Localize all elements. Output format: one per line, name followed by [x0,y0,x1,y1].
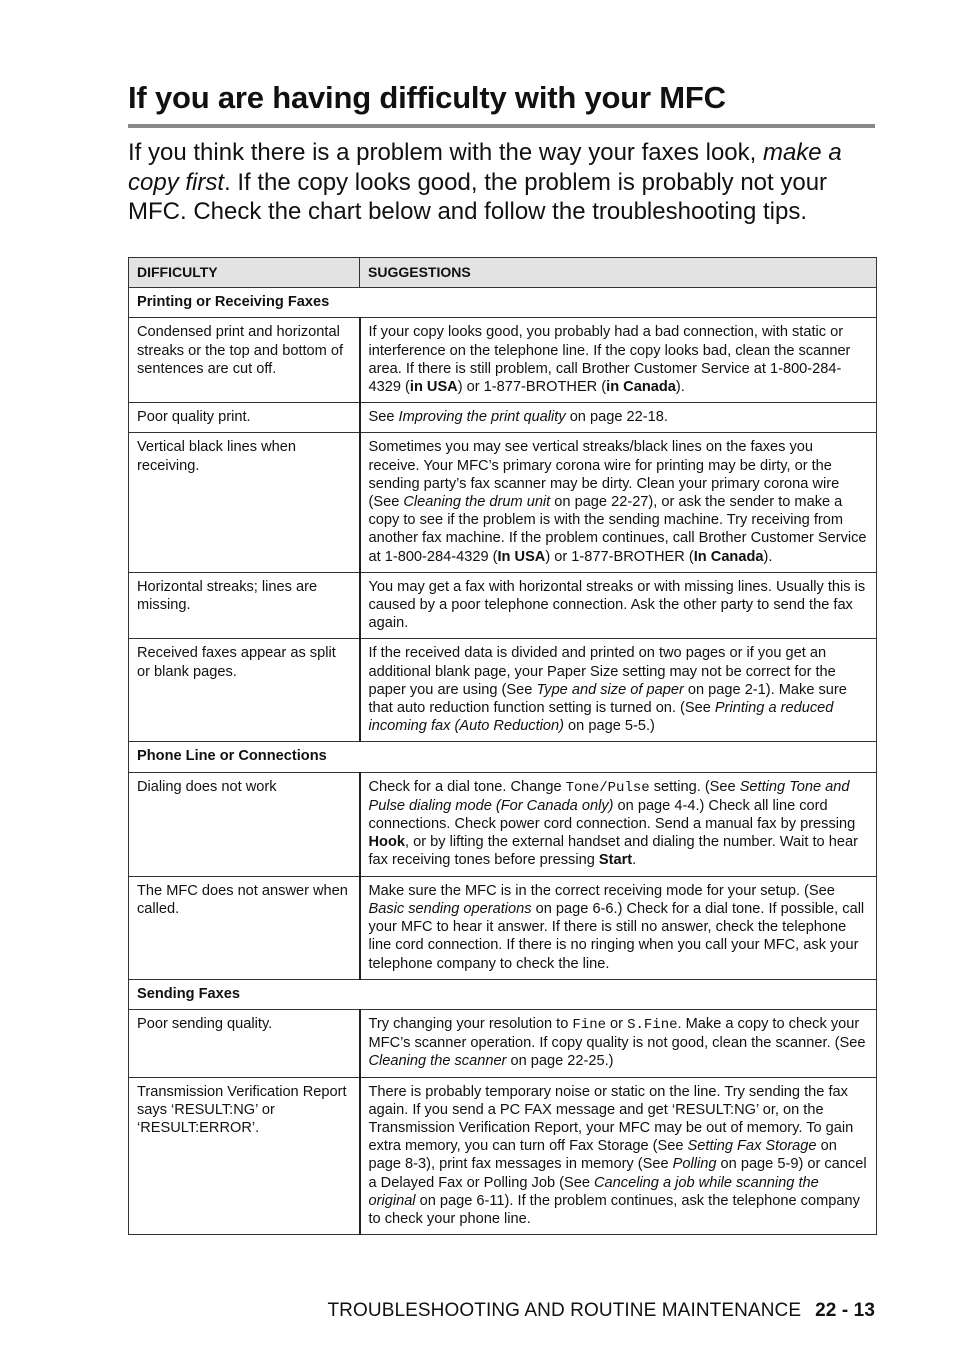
difficulty-cell: Poor sending quality. [129,1009,360,1077]
section-sending: Sending Faxes [129,979,877,1009]
table-row [129,639,877,742]
difficulty-cell: Horizontal streaks; lines are missing. [129,572,360,639]
section-row [129,979,877,1009]
suggestion-cell: If your copy looks good, you probably had a bad connection, with static or interference on the telephone line. If the copy looks bad, clean the scanner area. If there is still problem, call Brother Customer Service at 1-800-284-4329 (in USA) or 1-877-BROTHER (in Canada). [360,318,877,403]
section-printing: Printing or Receiving Faxes [129,288,877,318]
table-row [129,1009,877,1077]
difficulty-cell: Dialing does not work [129,772,360,876]
difficulty-header: DIFFICULTY [129,258,360,288]
table-row [129,1077,877,1235]
suggestion-cell: There is probably temporary noise or static on the line. Try sending the fax again. If you send a PC FAX message and get ‘RESULT:NG’ or, on the Transmission Verification Report, your MFC may be out of memory. To gain extra memory, you can turn off Fax Storage (See Setting Fax Storage on page 8-3), print fax messages in memory (See Polling on page 5-9) or cancel a Delayed Fax or Polling Job (See Canceling a job while scanning the original on page 6-11). If the problem continues, ask the telephone company to check your phone line. [360,1077,877,1235]
table-row [129,876,877,979]
table-row [129,433,877,572]
section-row [129,288,877,318]
suggestion-cell: Check for a dial tone. Change Tone/Pulse setting. (See Setting Tone and Pulse dialing mode (For Canada only) on page 4-4.) Check all line cord connections. Check power cord connection. Send a manual fax by pressing Hook, or by lifting the external handset and dialing the number. Wait to hear fax receiving tones before pressing Start. [360,772,877,876]
suggestion-cell: Make sure the MFC is in the correct receiving mode for your setup. (See Basic sending operations on page 6-6.) Check for a dial tone. If possible, call your MFC to hear it answer. If there is still no answer, check the telephone line cord connection. If there is no ringing when you call your MFC, ask your telephone company to check the line. [360,876,877,979]
difficulty-cell: Condensed print and horizontal streaks or the top and bottom of sentences are cut off. [129,318,360,403]
intro-paragraph: If you think there is a problem with the way your faxes look, make a copy first. If the copy looks good, the problem is probably not your MFC. Check the chart below and follow the troubleshooting tips. [128,139,842,225]
suggestion-cell: You may get a fax with horizontal streaks or with missing lines. Usually this is caused by a poor telephone connection. Ask the other party to send the fax again. [360,572,877,639]
suggestions-header: SUGGESTIONS [360,258,877,288]
section-phone: Phone Line or Connections [129,742,877,772]
table-row [129,572,877,639]
difficulty-cell: Vertical black lines when receiving. [129,433,360,572]
section-row [129,742,877,772]
difficulty-cell: Received faxes appear as split or blank pages. [129,639,360,742]
difficulty-cell: Transmission Verification Report says ‘RESULT:NG’ or ‘RESULT:ERROR’. [129,1077,360,1235]
troubleshooting-table [128,257,877,1235]
table-row [129,403,877,433]
difficulty-cell: The MFC does not answer when called. [129,876,360,979]
suggestion-cell: Try changing your resolution to Fine or S.Fine. Make a copy to check your MFC’s scanner operation. If copy quality is not good, clean the scanner. (See Cleaning the scanner on page 22-25.) [360,1009,877,1077]
table-row [129,318,877,403]
suggestion-cell: If the received data is divided and printed on two pages or if you get an additional blank page, your Paper Size setting may not be correct for the paper you are using (See Type and size of paper on page 2-1). Make sure that auto reduction function setting is turned on. (See Printing a reduced incoming fax (Auto Reduction) on page 5-5.) [360,639,877,742]
page-title: If you are having difficulty with your MFC [128,80,726,115]
suggestion-cell: Sometimes you may see vertical streaks/black lines on the faxes you receive. Your MFC’s primary corona wire for printing may be dirty, or the sending party’s fax scanner may be dirty. Clean your primary corona wire (See Cleaning the drum unit on page 22-27), or ask the sender to make a copy to see if the problem is with the sending machine. Try receiving from another fax machine. If the problem continues, call Brother Customer Service at 1-800-284-4329 (In USA) or 1-877-BROTHER (In Canada). [360,433,877,572]
page-footer [327,1300,875,1322]
suggestion-cell: See Improving the print quality on page 22-18. [360,403,877,433]
difficulty-cell: Poor quality print. [129,403,360,433]
table-row [129,772,877,876]
title-rule [128,124,875,128]
page-number: 22 - 13 [815,1300,875,1321]
table-header-row [129,258,877,288]
chapter-title: TROUBLESHOOTING AND ROUTINE MAINTENANCE [327,1300,802,1321]
